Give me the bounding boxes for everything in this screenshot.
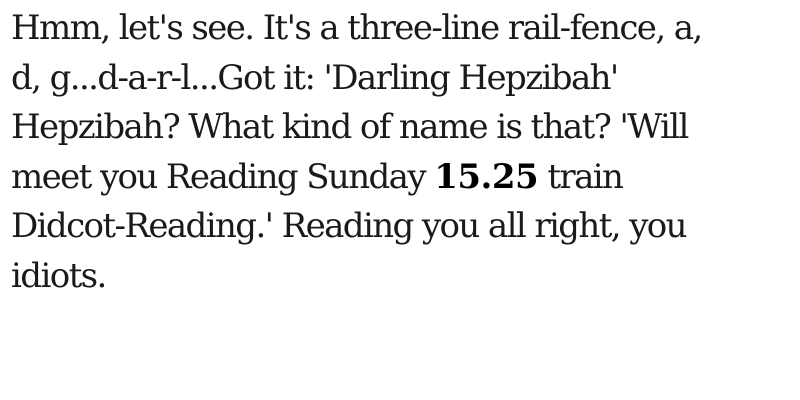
passage-text-segment: train: [538, 156, 623, 197]
passage-line: Hmm, let's see. It's a three-line rail-fence, a,: [11, 8, 702, 48]
passage: [11, 4, 789, 301]
passage-line: [11, 153, 789, 203]
passage-line: Didcot-Reading.' Reading you all right, you: [11, 206, 686, 246]
highlighted-time: 15.25: [434, 156, 539, 197]
passage-text-segment: meet you Reading Sunday: [11, 156, 435, 197]
passage-line: idiots.: [11, 255, 106, 296]
passage-line: Hepzibah? What kind of name is that? 'Will: [11, 107, 688, 147]
passage-line: d, g...d-a-r-l...Got it: 'Darling Hepzibah': [11, 57, 618, 98]
